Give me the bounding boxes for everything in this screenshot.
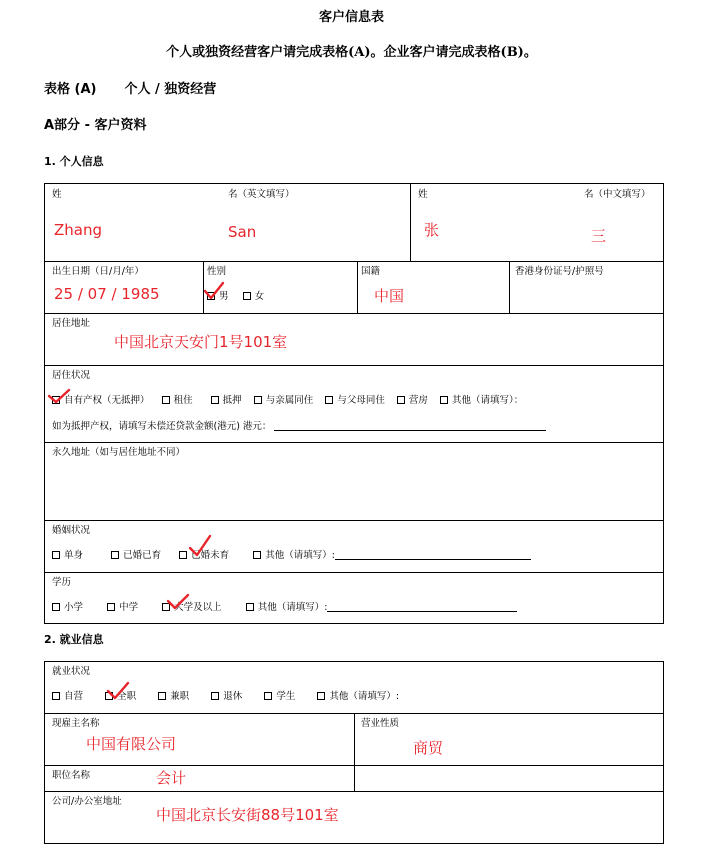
residence-options	[52, 392, 523, 406]
residence-other-label: 其他（请填写）：	[451, 395, 524, 406]
given-name-cn-value[interactable]: 三	[591, 227, 607, 245]
education-other-label: 其他（请填写）:	[257, 602, 328, 613]
status-student-label: 学生	[276, 691, 296, 702]
education-primary-label: 小学	[64, 602, 84, 613]
check-mark-icon	[106, 681, 130, 701]
marital-other-checkbox[interactable]	[253, 551, 261, 559]
section-employment-heading: 2. 就业信息	[44, 633, 104, 646]
gender-female-checkbox[interactable]	[243, 292, 251, 300]
marital-options	[52, 547, 531, 561]
form-title: 客户信息表	[318, 10, 384, 25]
form-type-heading	[44, 78, 244, 97]
status-self-employed-checkbox[interactable]	[52, 692, 60, 700]
form-type: 个人 / 独资经营	[124, 82, 217, 97]
permanent-address-label: 永久地址（如与居住地址不同）	[52, 447, 186, 458]
education-other-checkbox[interactable]	[246, 603, 254, 611]
surname-en-value[interactable]: Zhang	[54, 221, 103, 239]
employer-value[interactable]: 中国有限公司	[86, 735, 177, 753]
nationality-value[interactable]: 中国	[374, 287, 405, 305]
check-mark-icon	[203, 281, 225, 301]
education-primary-checkbox[interactable]	[52, 603, 60, 611]
residence-mortgage-label: 抵押	[222, 395, 242, 406]
mortgage-note	[52, 418, 546, 432]
surname-cn-value[interactable]: 张	[424, 221, 440, 239]
marital-other-field[interactable]	[335, 550, 531, 560]
check-mark-icon	[187, 534, 213, 560]
residence-other-checkbox[interactable]	[440, 396, 448, 404]
mortgage-note-label: 如为抵押产权，请填写未偿还贷款金额(港元) 港元：	[52, 421, 272, 432]
address-label: 居住地址	[52, 318, 91, 329]
employment-status-options	[52, 688, 399, 702]
gender-male-label: 男	[219, 291, 229, 302]
education-options	[52, 599, 517, 613]
status-part-time-label: 兼职	[170, 691, 190, 702]
gender-female-label: 女	[254, 291, 265, 302]
marital-single-checkbox[interactable]	[52, 551, 60, 559]
status-retired-label: 退休	[223, 691, 243, 702]
section-personal-heading: 1. 个人信息	[44, 155, 104, 168]
status-student-checkbox[interactable]	[264, 692, 272, 700]
dob-label: 出生日期（日/月/年）	[52, 266, 144, 277]
residence-barracks-checkbox[interactable]	[397, 396, 405, 404]
marital-married-children-label: 已婚已育	[123, 550, 162, 561]
education-secondary-checkbox[interactable]	[107, 603, 115, 611]
marital-married-no-children-label: 已婚未育	[191, 550, 230, 561]
residence-label: 居住状况	[52, 370, 91, 381]
residence-rent-label: 租住	[173, 395, 193, 406]
position-label: 职位名称	[52, 770, 91, 781]
education-other-field[interactable]	[327, 602, 517, 612]
status-part-time-checkbox[interactable]	[158, 692, 166, 700]
status-full-time-label: 全职	[117, 691, 137, 702]
marital-single-label: 单身	[64, 550, 84, 561]
form-label: 表格 (A)	[44, 82, 97, 97]
mortgage-amount-field[interactable]	[274, 421, 546, 431]
check-mark-icon	[166, 593, 190, 611]
marital-label: 婚姻状况	[52, 525, 91, 536]
address-value[interactable]: 中国北京天安门1号101室	[114, 333, 288, 351]
given-name-en-value[interactable]: San	[228, 223, 257, 241]
marital-married-children-checkbox[interactable]	[111, 551, 119, 559]
business-nature-value[interactable]: 商贸	[413, 739, 444, 757]
surname-en-label: 姓	[52, 189, 62, 200]
dob-value[interactable]: 25 / 07 / 1985	[54, 285, 160, 303]
education-university-label: 大学及以上	[174, 602, 222, 613]
id-passport-label: 香港身份证号/护照号	[515, 266, 604, 277]
education-label: 学历	[52, 577, 72, 588]
marital-other-label: 其他（请填写）:	[265, 550, 335, 561]
check-mark-icon	[47, 387, 71, 405]
status-other-checkbox[interactable]	[317, 692, 325, 700]
business-nature-label: 营业性质	[361, 718, 400, 729]
given-name-cn-label: 名（中文填写）	[584, 189, 651, 200]
residence-barracks-label: 营房	[408, 395, 428, 406]
residence-parents-checkbox[interactable]	[325, 396, 333, 404]
status-self-employed-label: 自营	[64, 691, 84, 702]
status-other-label: 其他（请填写）:	[329, 691, 400, 702]
employer-label: 现雇主名称	[52, 718, 100, 729]
marital-married-no-children-checkbox[interactable]	[179, 551, 187, 559]
office-address-label: 公司/办公室地址	[52, 796, 122, 807]
residence-relatives-label: 与亲属同住	[265, 395, 314, 406]
office-address-value[interactable]: 中国北京长安街88号101室	[156, 806, 339, 824]
residence-owned-label: 自有产权（无抵押）	[64, 395, 150, 406]
education-secondary-label: 中学	[119, 602, 139, 613]
residence-parents-label: 与父母同住	[337, 395, 385, 406]
form-subtitle: 个人或独资经营客户请完成表格(A)。企业客户请完成表格(B)。	[166, 45, 537, 60]
nationality-label: 国籍	[361, 266, 381, 277]
residence-relatives-checkbox[interactable]	[254, 396, 262, 404]
status-retired-checkbox[interactable]	[211, 692, 219, 700]
surname-cn-label: 姓	[418, 189, 428, 200]
part-title: A部分 - 客户资料	[44, 118, 147, 133]
employment-status-label: 就业状况	[52, 666, 91, 677]
residence-mortgage-checkbox[interactable]	[211, 396, 219, 404]
residence-rent-checkbox[interactable]	[162, 396, 170, 404]
gender-label: 性别	[207, 266, 227, 277]
given-name-en-label: 名（英文填写）	[228, 189, 295, 200]
position-value[interactable]: 会计	[156, 769, 187, 787]
